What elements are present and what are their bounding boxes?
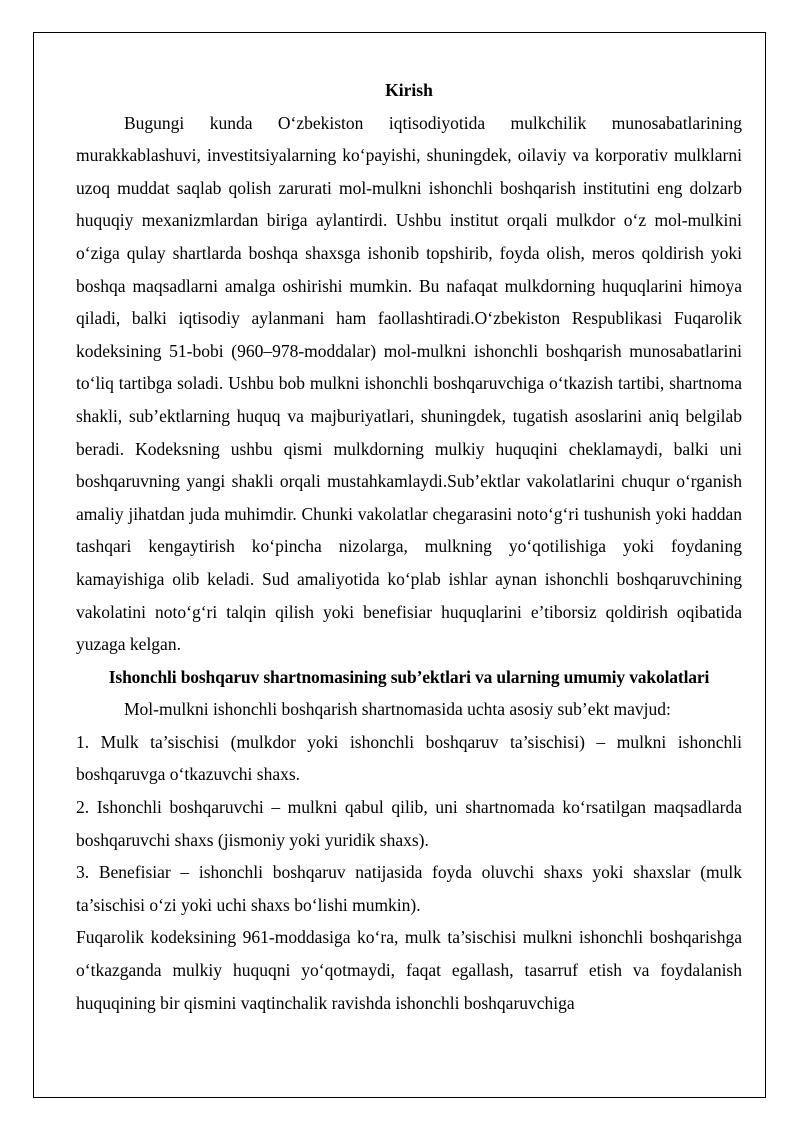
document-title: Kirish <box>385 80 433 100</box>
subject-item-2: 2. Ishonchli boshqaruvchi – mulkni qabul qilib, uni shartnomada ko‘rsatilgan maqsadlarda boshqaruvchi shaxs (jismoniy yoki yuridik shaxs). <box>76 797 742 850</box>
document-body <box>76 74 742 1019</box>
subject-item-3: 3. Benefisiar – ishonchli boshqaruv natijasida foyda oluvchi shaxs yoki shaxslar (mulk ta’sischisi o‘zi yoki uchi shaxs bo‘lishi mumkin). <box>76 862 742 915</box>
subjects-intro-paragraph: Mol-mulkni ishonchli boshqarish shartnomasida uchta asosiy sub’ekt mavjud: <box>124 699 671 720</box>
subject-item-1: 1. Mulk ta’sischisi (mulkdor yoki ishonchli boshqaruv ta’sischisi) – mulkni ishonchli boshqaruvga o‘tkazuvchi shaxs. <box>76 731 742 785</box>
intro-paragraph: Bugungi kunda O‘zbekiston iqtisodiyotida mulkchilik munosabatlarining murakkablashuvi, investitsiyalarning ko‘payishi, shuningdek, oilaviy va korporativ mulklarni uzoq muddat saqlab qolish zarurati mol-mulkni ishonchli boshqarish institutini eng dolzarb huquqiy mexanizmlardan biriga aylantirdi. Ushbu institut orqali mulkdor o‘z mol-mulkini o‘ziga qulay shartlarda boshqa shaxsga ishonib topshirib, foyda olish, meros qoldirish yoki boshqa maqsadlarni amalga oshirishi mumkin. Bu nafaqat mulkdorning huquqlarini himoya qiladi, balki iqtisodiy aylanmani ham faollashtiradi.O‘zbekiston Respublikasi Fuqarolik kodeksining 51-bobi (960–978-moddalar) mol-mulkni ishonchli boshqarish munosabatlarini to‘liq tartibga soladi. Ushbu bob mulkni ishonchli boshqaruvchiga o‘tkazish tartibi, shartnoma shakli, sub’ektlarning huquq va majburiyatlari, shuningdek, tugatish asoslarini aniq belgilab beradi. Kodeksning ushbu qismi mulkdorning mulkiy huquqini cheklamaydi, balki uni boshqaruvning yangi shakli orqali mustahkamlaydi.Sub’ektlar vakolatlarini chuqur o‘rganish amaliy jihatdan juda muhimdir. Chunki vakolatlar chegarasini noto‘g‘ri tushunish yoki haddan tashqari kengaytirish ko‘pincha nizolarga, mulkning yo‘qotilishiga yoki foydaning kamayishiga olib keladi. Sud amaliyotida ko‘plab ishlar aynan ishonchli boshqaruvchining vakolatini noto‘g‘ri talqin qilish yoki benefisiar huquqlarini e’tiborsiz qoldirish oqibatida yuzaga kelgan. <box>76 112 742 655</box>
closing-paragraph: Fuqarolik kodeksining 961-moddasiga ko‘ra, mulk ta’sischisi mulkni ishonchli boshqarishga o‘tkazganda mulkiy huquqni yo‘qotmaydi, faqat egallash, tasarruf etish va foydalanish huquqining bir qismini vaqtinchalik ravishda ishonchli boshqaruvchiga <box>76 927 742 1013</box>
section-heading: Ishonchli boshqaruv shartnomasining sub’ektlari va ularning umumiy vakolatlari <box>108 666 710 687</box>
